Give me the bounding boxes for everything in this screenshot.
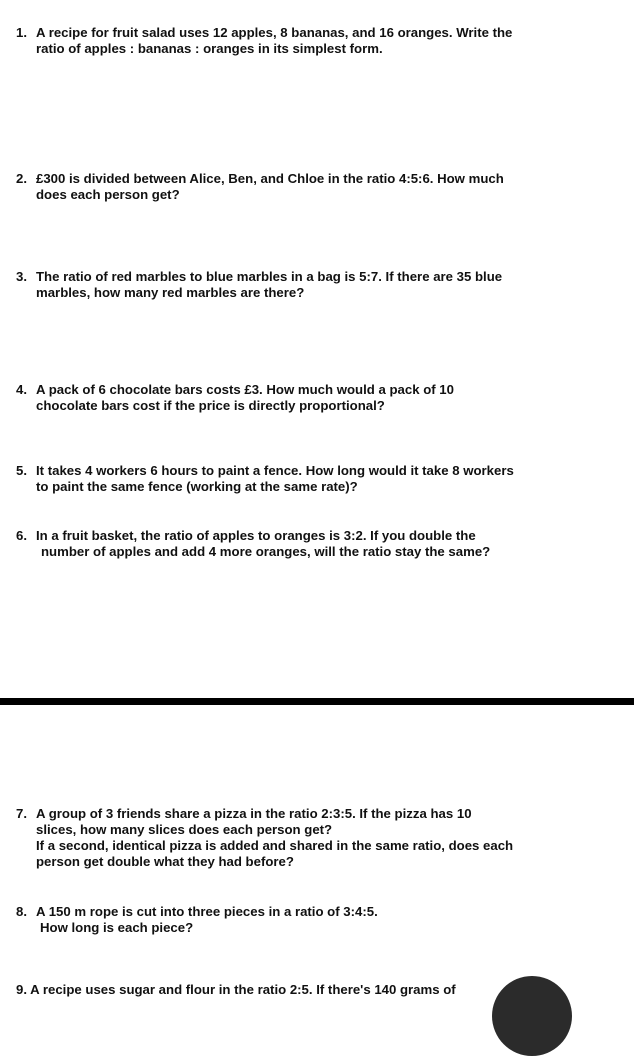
- question-text-line: If a second, identical pizza is added and shared in the same ratio, does each: [36, 838, 514, 853]
- question-text-line: A pack of 6 chocolate bars costs £3. How much would a pack of 10: [36, 382, 454, 397]
- question-number: 3.: [16, 269, 27, 284]
- question-number: 4.: [16, 382, 27, 397]
- question-text-line: A group of 3 friends share a pizza in the ratio 2:3:5. If the pizza has 10: [36, 806, 472, 821]
- question-number: 5.: [16, 463, 27, 478]
- question-text-line: A 150 m rope is cut into three pieces in a ratio of 3:4:5.: [36, 904, 378, 919]
- question-text-line: does each person get?: [36, 187, 180, 202]
- question-text-line: chocolate bars cost if the price is directly proportional?: [36, 398, 385, 413]
- question-text-line: In a fruit basket, the ratio of apples to oranges is 3:2. If you double the: [36, 528, 476, 543]
- question-9-partial: 9. A recipe uses sugar and flour in the ratio 2:5. If there's 140 grams of: [16, 982, 456, 997]
- question-text-line: ratio of apples : bananas : oranges in its simplest form.: [36, 41, 383, 56]
- question-text-line: A recipe for fruit salad uses 12 apples, 8 bananas, and 16 oranges. Write the: [36, 25, 513, 40]
- question-number: 1.: [16, 25, 27, 40]
- question-number: 7.: [16, 806, 27, 821]
- question-text-line: to paint the same fence (working at the same rate)?: [36, 479, 358, 494]
- question-number: 8.: [16, 904, 27, 919]
- page-divider: [0, 698, 634, 705]
- floating-overlay-button[interactable]: [492, 976, 572, 1056]
- question-text-line: person get double what they had before?: [36, 854, 294, 869]
- question-text-line: It takes 4 workers 6 hours to paint a fence. How long would it take 8 workers: [36, 463, 514, 478]
- question-text-line: The ratio of red marbles to blue marbles in a bag is 5:7. If there are 35 blue: [36, 269, 503, 284]
- question-text-line: slices, how many slices does each person get?: [36, 822, 333, 837]
- question-text-line: £300 is divided between Alice, Ben, and Chloe in the ratio 4:5:6. How much: [36, 171, 504, 186]
- question-text-line: number of apples and add 4 more oranges, will the ratio stay the same?: [41, 544, 491, 559]
- question-text-line: How long is each piece?: [40, 920, 194, 935]
- question-number: 6.: [16, 528, 27, 543]
- question-number: 2.: [16, 171, 27, 186]
- question-text-line: marbles, how many red marbles are there?: [36, 285, 305, 300]
